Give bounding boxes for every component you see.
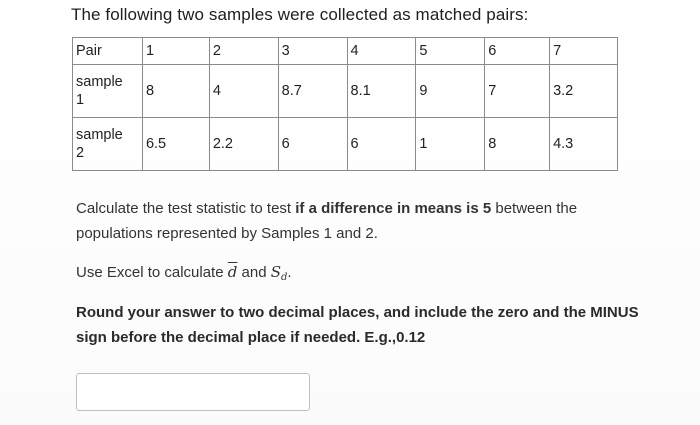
- table-cell: 8: [142, 65, 209, 118]
- excel-instruction-and: and: [237, 264, 271, 281]
- table-row: [73, 65, 618, 118]
- question-text: [76, 196, 646, 246]
- table-cell: 8.1: [347, 65, 416, 118]
- table-cell: 8.7: [278, 65, 347, 118]
- answer-input[interactable]: [76, 373, 310, 411]
- table-cell: 3: [278, 38, 347, 65]
- intro-text: The following two samples were collected as matched pairs:: [71, 5, 529, 24]
- table-cell: 4: [347, 38, 416, 65]
- table-cell: 4.3: [550, 118, 618, 171]
- table-row: [73, 118, 618, 171]
- table-cell: 8: [485, 118, 550, 171]
- table-cell: 6.5: [142, 118, 209, 171]
- s-symbol: S: [270, 263, 282, 281]
- excel-instruction-end: .: [287, 264, 292, 281]
- table-cell: 7: [485, 65, 550, 118]
- excel-instruction: [76, 260, 646, 290]
- table-cell: 3.2: [550, 65, 618, 118]
- d-bar-symbol: $\overline{d}$: [227, 263, 238, 281]
- row-label-cell: Pair: [73, 38, 143, 65]
- table-cell: 4: [209, 65, 278, 118]
- table-cell: 1: [142, 38, 209, 65]
- excel-instruction-start: Use Excel to calculate: [76, 264, 228, 281]
- table-cell: 6: [347, 118, 416, 171]
- table-cell: 5: [416, 38, 485, 65]
- table-cell: 2: [209, 38, 278, 65]
- rounding-instruction: Round your answer to two decimal places, and include the zero and the MINUS sign before the decimal place if needed. E.g.,0.12: [76, 304, 639, 346]
- question-text-emphasis: if a difference in means is 5: [295, 200, 492, 217]
- row-label-cell: sample 2: [73, 118, 143, 171]
- table-cell: 1: [416, 118, 485, 171]
- row-label-cell: sample 1: [73, 65, 143, 118]
- matched-pairs-table: [72, 37, 618, 171]
- table-header-row: [73, 38, 618, 65]
- table-cell: 2.2: [209, 118, 278, 171]
- table-cell: 6: [485, 38, 550, 65]
- table-cell: 6: [278, 118, 347, 171]
- s-d-symbol: [271, 263, 288, 281]
- table-cell: 7: [550, 38, 618, 65]
- s-subscript: d: [281, 272, 288, 283]
- question-text-start: Calculate the test statistic to test: [76, 200, 296, 217]
- question-text-end: between the populations represented by Samples 1 and 2.: [76, 200, 578, 242]
- table-cell: 9: [416, 65, 485, 118]
